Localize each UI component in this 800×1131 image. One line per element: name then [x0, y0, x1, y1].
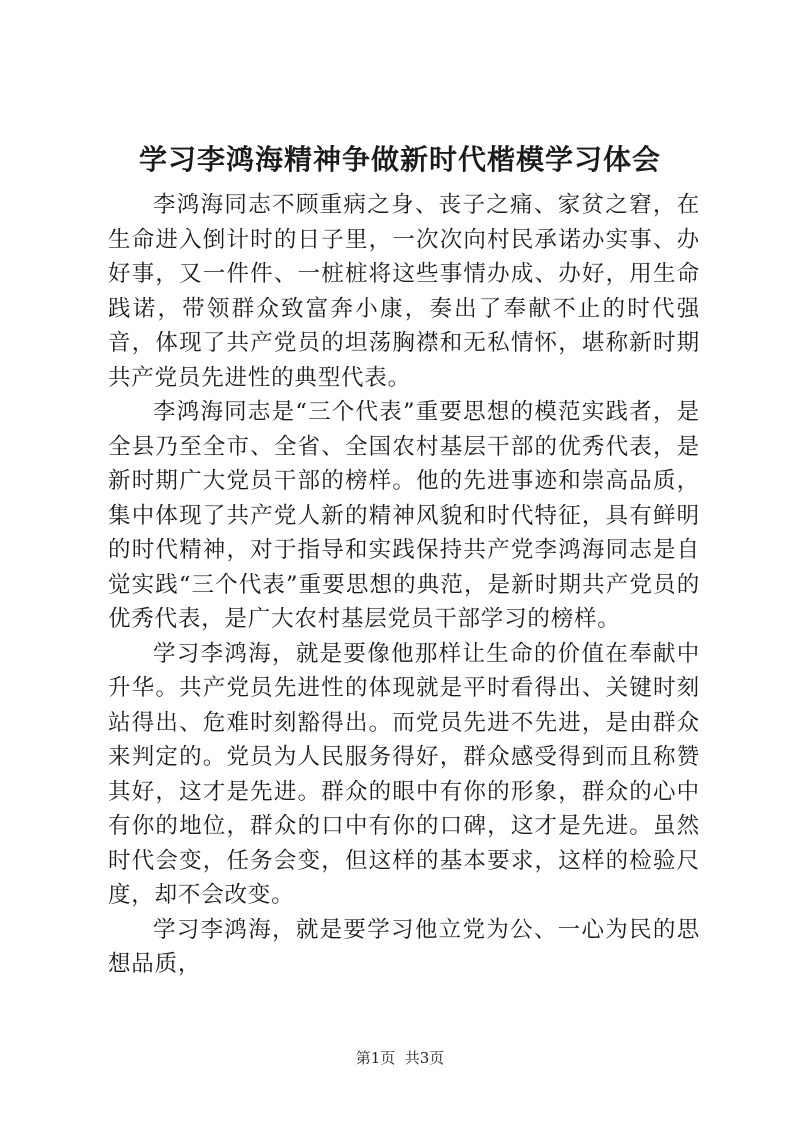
page-number: 第1页 共3页 — [355, 1049, 445, 1067]
paragraph-2: 李鸿海同志是“三个代表”重要思想的模范实践者，是全县乃至全市、全省、全国农村基层干部的优秀代表，是新时期广大党员干部的榜样。他的先进事迹和崇高品质，集中体现了共产党人新的精神风貌和时代特征，具有鲜明的时代精神，对于指导和实践保持共产党李鸿海同志是自觉实践“三个代表”重要思想的典范，是新时期共产党员的优秀代表，是广大农村基层党员干部学习的榜样。 — [108, 399, 700, 632]
document-body — [108, 188, 700, 982]
page-footer — [0, 1048, 800, 1068]
paragraph-1: 李鸿海同志不顾重病之身、丧子之痛、家贫之窘，在生命进入倒计时的日子里，一次次向村民承诺办实事、办好事，又一件件、一桩桩将这些事情办成、办好，用生命践诺，带领群众致富奔小康，奏出了奉献不止的时代强音，体现了共产党员的坦荡胸襟和无私情怀，堪称新时期共产党员先进性的典型代表。 — [108, 192, 700, 391]
paragraph-4: 学习李鸿海，就是要学习他立党为公、一心为民的思想品质， — [108, 916, 700, 977]
paragraph-3: 学习李鸿海，就是要像他那样让生命的价值在奉献中升华。共产党员先进性的体现就是平时看得出、关键时刻站得出、危难时刻豁得出。而党员先进不先进，是由群众来判定的。党员为人民服务得好，群众感受得到而且称赞其好，这才是先进。群众的眼中有你的形象，群众的心中有你的地位，群众的口中有你的口碑，这才是先进。虽然时代会变，任务会变，但这样的基本要求，这样的检验尺度，却不会改变。 — [108, 640, 700, 908]
document-title: 学习李鸿海精神争做新时代楷模学习体会 — [138, 143, 661, 176]
